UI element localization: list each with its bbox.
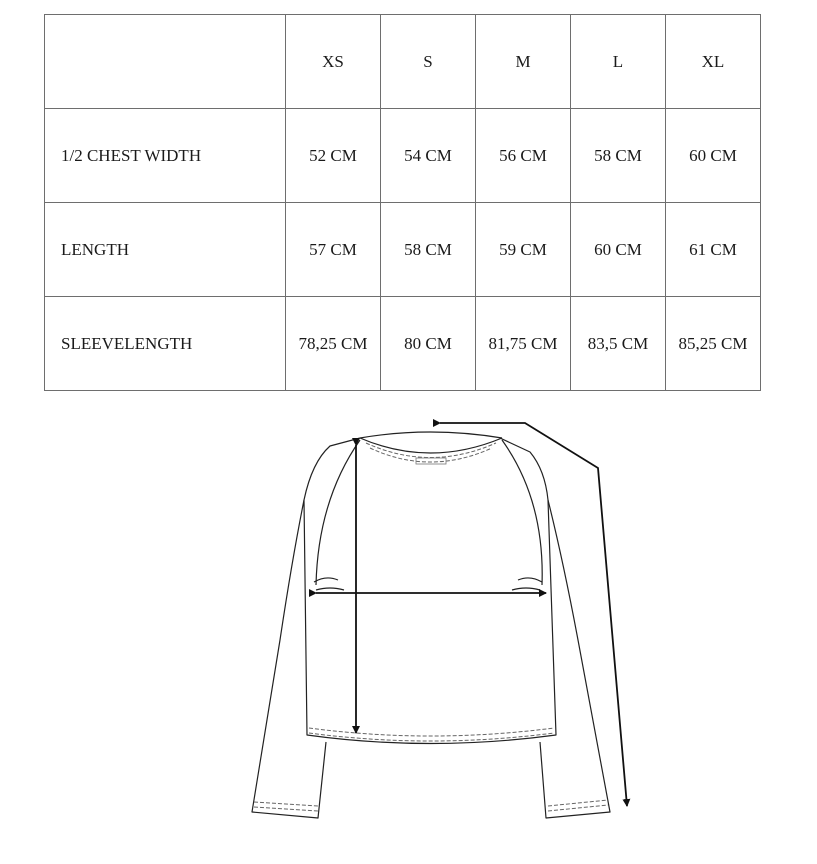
neck-stitch-2 <box>370 448 492 462</box>
cell-sleeve-m: 81,75 CM <box>476 297 571 391</box>
cell-length-l: 60 CM <box>571 203 666 297</box>
cell-length-s: 58 CM <box>381 203 476 297</box>
header-size-l: L <box>571 15 666 109</box>
header-size-xs: XS <box>286 15 381 109</box>
neckline-outer <box>360 438 502 453</box>
neckline-inner <box>360 432 502 438</box>
cell-chest-xl: 60 CM <box>666 109 761 203</box>
header-size-s: S <box>381 15 476 109</box>
cell-sleeve-xs: 78,25 CM <box>286 297 381 391</box>
left-raglan-seam <box>316 440 360 585</box>
neck-stitch-1 <box>366 443 496 458</box>
cell-length-xs: 57 CM <box>286 203 381 297</box>
left-underarm-fold <box>314 578 344 590</box>
table-row-sleeve-length <box>45 297 761 391</box>
garment-measurement-diagram <box>0 400 817 864</box>
right-underarm-fold <box>512 578 542 590</box>
left-cuff-stitch-2 <box>254 807 318 811</box>
table-row-length <box>45 203 761 297</box>
cell-chest-l: 58 CM <box>571 109 666 203</box>
measurement-arrows <box>316 423 627 806</box>
left-sleeve <box>252 500 326 818</box>
cell-chest-s: 54 CM <box>381 109 476 203</box>
cell-chest-xs: 52 CM <box>286 109 381 203</box>
header-corner-cell <box>45 15 286 109</box>
row-label-length: LENGTH <box>45 203 286 297</box>
right-cuff-stitch-2 <box>548 805 608 811</box>
row-label-sleeve-length: SLEEVELENGTH <box>45 297 286 391</box>
right-sleeve <box>540 500 610 818</box>
cell-sleeve-xl: 85,25 CM <box>666 297 761 391</box>
cell-sleeve-s: 80 CM <box>381 297 476 391</box>
header-size-m: M <box>476 15 571 109</box>
neck-label-tag <box>416 458 446 464</box>
size-chart-table <box>44 14 761 391</box>
table-row-chest-width <box>45 109 761 203</box>
stitching <box>254 443 608 811</box>
cell-chest-m: 56 CM <box>476 109 571 203</box>
right-cuff-stitch-1 <box>548 800 608 806</box>
table-header-row <box>45 15 761 109</box>
header-size-xl: XL <box>666 15 761 109</box>
shirt-outline <box>252 432 610 818</box>
left-cuff-stitch-1 <box>254 802 318 806</box>
hem-stitch-1 <box>309 728 554 736</box>
cell-length-xl: 61 CM <box>666 203 761 297</box>
cell-length-m: 59 CM <box>476 203 571 297</box>
sleeve-length-arrow <box>440 423 627 806</box>
shirt-body <box>304 438 556 744</box>
cell-sleeve-l: 83,5 CM <box>571 297 666 391</box>
row-label-chest-width: 1/2 CHEST WIDTH <box>45 109 286 203</box>
